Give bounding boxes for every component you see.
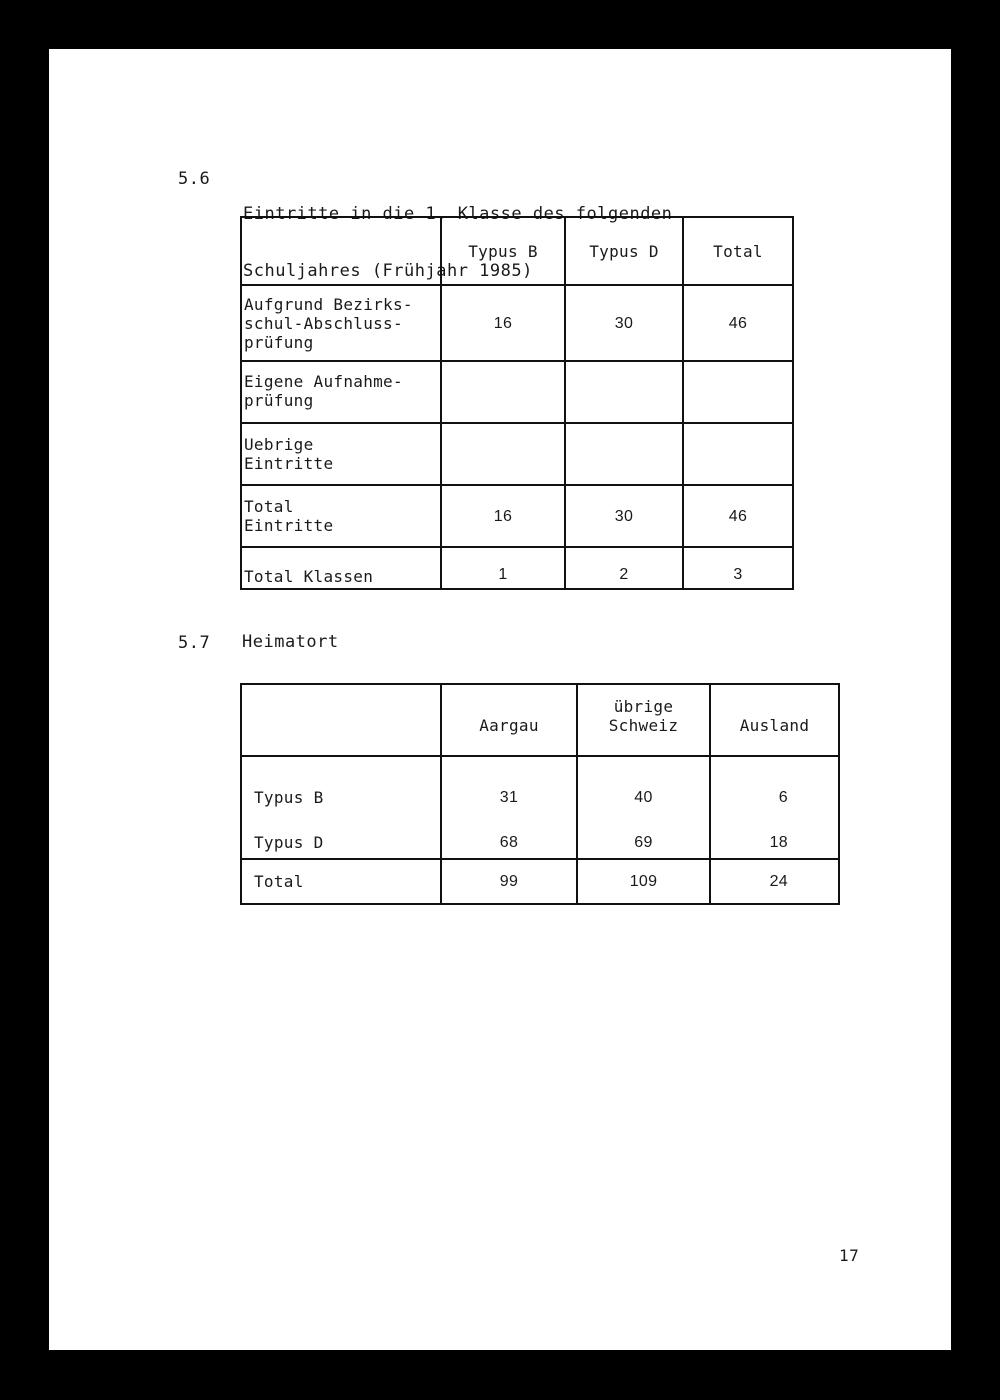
row-label [241,423,441,485]
row-label: Total [241,859,441,904]
cell-value: 24 [710,859,839,904]
row-label [241,547,441,589]
table-header-row [241,684,839,756]
row-label-line: Total Klassen [244,567,374,586]
row-label-line: prüfung [244,332,314,352]
cell-value: 16 [441,485,565,547]
cell-value: 68 [499,833,519,851]
cell-column [441,756,577,859]
row-label [241,285,441,361]
table-total-row [241,859,839,904]
cell-value: 18 [769,833,788,851]
table-row [241,285,793,361]
cell-value: 31 [499,788,519,806]
cell-value: 46 [683,285,793,361]
header-typus-b: Typus B [441,217,565,285]
cell-value: 2 [565,547,683,589]
cell-value: 16 [441,285,565,361]
cell-value: 109 [577,859,710,904]
table-row [241,485,793,547]
cell-value: 30 [565,285,683,361]
header-aargau: Aargau [441,684,577,756]
header-ausland: Ausland [710,684,839,756]
cell-value: 40 [634,788,653,806]
table-row [241,361,793,423]
cell-value: 6 [778,788,788,806]
header-total: Total [683,217,793,285]
cell-value: 3 [683,547,793,589]
header-line: Schweiz [608,716,679,735]
row-label-line: Eintritte [244,454,334,473]
section-title-line-1: Eintritte in die 1. Klasse des folgenden [243,204,673,224]
row-labels [241,756,441,859]
cell-column [577,756,710,859]
table-entries [240,216,794,590]
row-label: Typus B [254,787,324,807]
cell-value [683,361,793,423]
header-line: übrige [613,697,674,716]
header-empty-cell [241,217,441,285]
row-label: Typus D [254,832,324,852]
cell-value: 46 [683,485,793,547]
table-row [241,423,793,485]
cell-value [441,423,565,485]
row-label-line: schul-Abschluss- [244,313,403,333]
table-header-row [241,217,793,285]
cell-value [565,423,683,485]
cell-value: 69 [634,833,653,851]
cell-value: 30 [565,485,683,547]
row-label-line: prüfung [244,391,314,410]
row-label-line: Uebrige [244,435,314,454]
cell-value [441,361,565,423]
section-number-5-6: 5.6 [178,169,211,189]
cell-value [683,423,793,485]
cell-value: 99 [441,859,577,904]
section-title-5-7: Heimatort [242,632,339,652]
cell-column [710,756,839,859]
cell-value [565,361,683,423]
header-typus-d: Typus D [565,217,683,285]
section-number-5-7: 5.7 [178,633,211,653]
table-heimatort [240,683,840,905]
row-label-line: Eigene Aufnahme- [244,372,403,391]
header-empty-cell [241,684,441,756]
table-row [241,547,793,589]
document-page [49,49,951,1350]
row-label-line: Eintritte [244,516,334,535]
row-label [241,361,441,423]
table-row-group [241,756,839,859]
row-label-line: Total [244,497,294,516]
row-label [241,485,441,547]
section-title-line-2: Schuljahres (Frühjahr 1985) [243,261,533,281]
header-uebrige-schweiz [577,684,710,756]
row-label-line: Aufgrund Bezirks- [244,294,413,314]
page-number: 17 [839,1246,860,1265]
cell-value: 1 [441,547,565,589]
